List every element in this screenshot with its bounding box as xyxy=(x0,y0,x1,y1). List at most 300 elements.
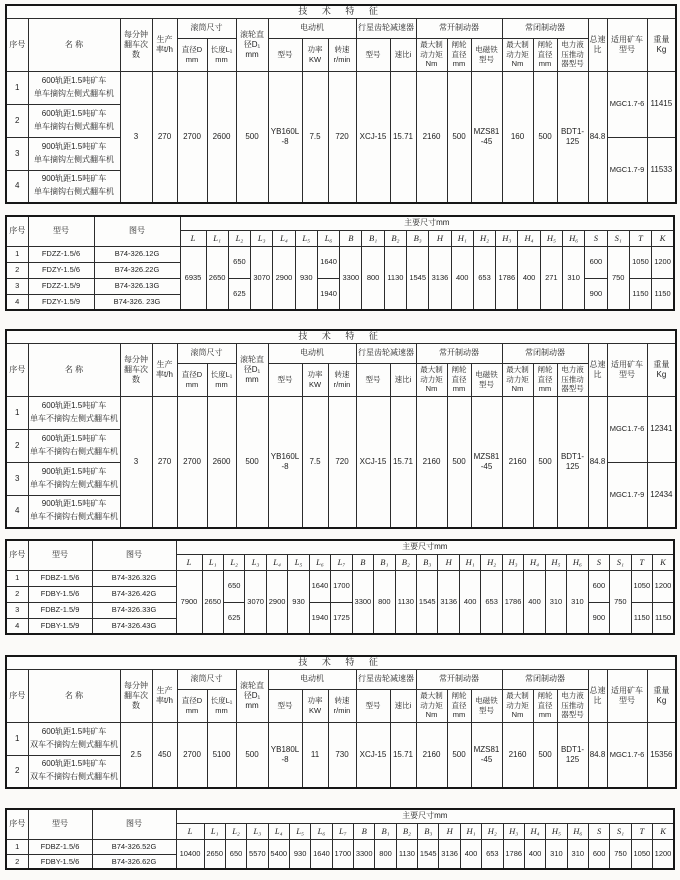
cell-L7-bottom: 1725 xyxy=(331,602,352,634)
header-closed-torque: 最大制动力矩Nm xyxy=(502,363,533,396)
cell-B2: 1130 xyxy=(395,570,416,634)
cell-closed-torque: 2160 xyxy=(502,722,533,788)
cell-no: 2 xyxy=(6,429,28,462)
header-flips: 每分钟翻车次数 xyxy=(120,18,152,71)
header-seq: 序号 xyxy=(6,216,28,246)
cell-no: 3 xyxy=(6,278,28,294)
cell-S1: 750 xyxy=(610,570,631,634)
table-row xyxy=(6,839,674,854)
header-dim-col: L₆ xyxy=(309,554,330,570)
header-motor: 电动机 xyxy=(268,343,356,363)
cell-model: FDBZ-1.5/6 xyxy=(28,570,92,586)
name-line-2: 双车不摘钩右侧式翻车机 xyxy=(30,772,118,782)
header-dim-col: L₅ xyxy=(295,230,317,246)
cell-B3: 1545 xyxy=(417,570,438,634)
name-line-1: 900轨距1.5吨矿车 xyxy=(41,141,107,151)
header-open-brake: 常开制动器 xyxy=(416,343,502,363)
cell-drum-dia: 2700 xyxy=(177,71,207,203)
cell-closed-wheel: 500 xyxy=(533,722,557,788)
cell-draw: B74-326.12G xyxy=(94,246,180,262)
header-dim-col: L xyxy=(176,823,204,839)
header-dim-col: T xyxy=(631,554,652,570)
cell-L2-bottom: 625 xyxy=(228,278,250,310)
cell-no: 1 xyxy=(6,839,28,854)
header-reducer-ratio: 速比i xyxy=(390,689,416,722)
cell-car-type: MGC1.7-6 xyxy=(607,71,647,137)
name-line-2: 单车摘钩右侧式翻车机 xyxy=(34,187,114,197)
header-name: 名 称 xyxy=(28,669,120,722)
cell-open-wheel: 500 xyxy=(447,722,471,788)
cell-drum-dia: 2700 xyxy=(177,396,207,528)
cell-K-top: 1200 xyxy=(653,570,674,602)
cell-motor-model: YB160L-8 xyxy=(268,396,302,528)
header-dim-col: B₃ xyxy=(407,230,429,246)
cell-car-type: MGC1.7-9 xyxy=(607,137,647,203)
cell-reducer-ratio: 15.71 xyxy=(390,396,416,528)
header-open-brake: 常开制动器 xyxy=(416,669,502,689)
cell-B: 3300 xyxy=(340,246,362,310)
header-name: 名 称 xyxy=(28,18,120,71)
cell-B2: 1130 xyxy=(396,839,417,869)
cell-L3: 3070 xyxy=(251,246,273,310)
name-line-1: 600轨距1.5吨矿车 xyxy=(41,400,107,410)
cell-K-bottom: 1150 xyxy=(653,602,674,634)
header-reducer-ratio: 速比i xyxy=(390,363,416,396)
header-dim-col: L₅ xyxy=(288,554,309,570)
header-dim-col: B xyxy=(354,823,375,839)
header-closed-wheel: 闸轮直径mm xyxy=(533,363,557,396)
cell-S: 600 xyxy=(588,839,609,869)
name-line-1: 600轨距1.5吨矿车 xyxy=(41,433,107,443)
cell-model: FDBZ-1.5/6 xyxy=(28,839,92,854)
header-dim-col: T xyxy=(631,823,652,839)
cell-no: 3 xyxy=(6,137,28,170)
table-row xyxy=(6,246,674,262)
cell-H: 3136 xyxy=(438,570,459,634)
cell-motor-speed: 720 xyxy=(328,71,356,203)
header-motor: 电动机 xyxy=(268,18,356,38)
header-dim-col: L₃ xyxy=(247,823,268,839)
header-total-ratio: 总速比 xyxy=(588,18,607,71)
header-reducer: 行星齿轮减速器 xyxy=(356,18,416,38)
cell-reducer-model: XCJ-15 xyxy=(356,722,390,788)
header-dim-col: H xyxy=(439,823,460,839)
cell-model: FDBY-1.5/9 xyxy=(28,618,92,634)
cell-H6: 310 xyxy=(567,839,588,869)
header-model: 型号 xyxy=(28,216,94,246)
cell-closed-wheel: 500 xyxy=(533,396,557,528)
header-motor: 电动机 xyxy=(268,669,356,689)
header-dim-col: B₁ xyxy=(374,554,395,570)
header-weight: 重量Kg xyxy=(647,669,676,722)
cell-draw: B74-326.52G xyxy=(92,839,176,854)
cell-motor-power: 7.5 xyxy=(302,396,328,528)
cell-no: 1 xyxy=(6,570,28,586)
header-dim-col: L₂ xyxy=(225,823,246,839)
header-seq: 序号 xyxy=(6,669,28,722)
cell-H1: 400 xyxy=(451,246,473,310)
header-dim-col: H₂ xyxy=(481,554,502,570)
cell-model: FDZY-1.5/6 xyxy=(28,262,94,278)
cell-draw: B74-326. 23G xyxy=(94,294,180,310)
header-dim-col: B₁ xyxy=(375,823,396,839)
cell-L: 10400 xyxy=(176,839,204,869)
header-car-type: 适用矿车型号 xyxy=(607,18,647,71)
cell-L6-bottom: 1940 xyxy=(317,278,339,310)
cell-reducer-model: XCJ-15 xyxy=(356,396,390,528)
header-open-wheel: 闸轮直径mm xyxy=(447,689,471,722)
table-title: 技 术 特 征 xyxy=(6,330,676,343)
header-reducer: 行星齿轮减速器 xyxy=(356,669,416,689)
cell-S-top: 600 xyxy=(588,570,609,602)
cell-B3: 1545 xyxy=(407,246,429,310)
cell-no: 4 xyxy=(6,294,28,310)
header-magnet: 电磁铁型号 xyxy=(471,689,502,722)
cell-L2-top: 650 xyxy=(228,246,250,278)
cell-no: 2 xyxy=(6,586,28,602)
name-line-2: 单车摘钩左侧式翻车机 xyxy=(34,88,114,98)
header-dim-col: H₄ xyxy=(524,823,545,839)
cell-magnet: MZS81-45 xyxy=(471,722,502,788)
name-line-1: 600轨距1.5吨矿车 xyxy=(41,759,107,769)
spec-table-2 xyxy=(5,329,677,529)
header-dim-col: S xyxy=(588,823,609,839)
header-magnet: 电磁铁型号 xyxy=(471,363,502,396)
header-motor-power: 功率KW xyxy=(302,363,328,396)
header-motor-speed: 转速r/min xyxy=(328,689,356,722)
title-row xyxy=(6,5,676,18)
cell-model: FDBY-1.5/6 xyxy=(28,854,92,869)
cell-L2-top: 650 xyxy=(223,570,244,602)
cell-L5: 930 xyxy=(295,246,317,310)
cell-L7-top: 1700 xyxy=(331,570,352,602)
header-open-torque: 最大制动力矩Nm xyxy=(416,38,447,71)
cell-flips: 2.5 xyxy=(120,722,152,788)
header-drum: 滚筒尺寸 xyxy=(177,669,236,689)
header-dim-col: H₅ xyxy=(545,554,566,570)
cell-no: 4 xyxy=(6,495,28,528)
cell-L1: 2650 xyxy=(204,839,225,869)
table-title: 技 术 特 征 xyxy=(6,5,676,18)
header-drum-dia: 直径D mm xyxy=(177,689,207,722)
header-draw: 图号 xyxy=(94,216,180,246)
cell-H3: 1786 xyxy=(503,839,524,869)
header-open-torque: 最大制动力矩Nm xyxy=(416,689,447,722)
cell-motor-model: YB180L-8 xyxy=(268,722,302,788)
cell-rate: 270 xyxy=(152,71,177,203)
header-dim-col: S xyxy=(588,554,609,570)
header-dim-col: S xyxy=(585,230,607,246)
cell-open-torque: 2160 xyxy=(416,722,447,788)
cell-no: 2 xyxy=(6,755,28,788)
cell-closed-wheel: 500 xyxy=(533,71,557,203)
cell-L3: 5570 xyxy=(247,839,268,869)
cell-no: 1 xyxy=(6,396,28,429)
cell-reducer-ratio: 15.71 xyxy=(390,722,416,788)
name-line-2: 单车不摘钩右侧式翻车机 xyxy=(30,446,118,456)
header-dim-col: L₆ xyxy=(317,230,339,246)
header-row xyxy=(6,216,674,230)
cell-no: 3 xyxy=(6,602,28,618)
cell-draw: B74-326.32G xyxy=(92,570,176,586)
cell-weight: 12341 xyxy=(647,396,676,462)
cell-pusher: BDT1-125 xyxy=(557,71,588,203)
cell-model: FDBZ-1.5/9 xyxy=(28,602,92,618)
header-dim-col: B xyxy=(352,554,373,570)
cell-H1: 400 xyxy=(459,570,480,634)
cell-L4: 2900 xyxy=(266,570,287,634)
cell-L: 6935 xyxy=(180,246,206,310)
header-drum-len: 长度L₁ mm xyxy=(207,38,236,71)
cell-B2: 1130 xyxy=(384,246,406,310)
header-dim-col: B₃ xyxy=(417,554,438,570)
header-reducer-model: 型号 xyxy=(356,689,390,722)
cell-closed-torque: 160 xyxy=(502,71,533,203)
cell-L5: 930 xyxy=(288,570,309,634)
cell-pusher: BDT1-125 xyxy=(557,396,588,528)
cell-L2: 650 xyxy=(225,839,246,869)
cell-name xyxy=(28,462,120,495)
header-drum-len: 长度L₁ mm xyxy=(207,363,236,396)
cell-open-torque: 2160 xyxy=(416,396,447,528)
header-roller-dia: 滚轮直径D₁ mm xyxy=(236,18,268,71)
header-dim-col: L₁ xyxy=(204,823,225,839)
header-dim-col: L₂ xyxy=(223,554,244,570)
cell-name xyxy=(28,495,120,528)
cell-weight: 15356 xyxy=(647,722,676,788)
cell-magnet: MZS81-45 xyxy=(471,396,502,528)
header-drum-dia: 直径D mm xyxy=(177,363,207,396)
cell-roller-dia: 500 xyxy=(236,722,268,788)
cell-K-top: 1200 xyxy=(652,246,674,278)
header-weight: 重量Kg xyxy=(647,18,676,71)
header-dim-col: H₆ xyxy=(563,230,585,246)
header-motor-model: 型号 xyxy=(268,38,302,71)
cell-draw: B74-326.22G xyxy=(94,262,180,278)
header-pusher: 电力液压推动器型号 xyxy=(557,689,588,722)
cell-drum-dia: 2700 xyxy=(177,722,207,788)
cell-H5: 271 xyxy=(540,246,562,310)
cell-motor-speed: 720 xyxy=(328,396,356,528)
header-car-type: 适用矿车型号 xyxy=(607,343,647,396)
cell-L4: 2900 xyxy=(273,246,295,310)
cell-car-type: MGC1.7-6 xyxy=(607,396,647,462)
cell-no: 3 xyxy=(6,462,28,495)
name-line-1: 600轨距1.5吨矿车 xyxy=(41,726,107,736)
header-dim-col: L₃ xyxy=(251,230,273,246)
header-dim-col: B₂ xyxy=(396,823,417,839)
cell-no: 2 xyxy=(6,104,28,137)
cell-T: 1050 xyxy=(631,839,652,869)
header-reducer-model: 型号 xyxy=(356,363,390,396)
cell-no: 1 xyxy=(6,246,28,262)
header-dim-col: L₃ xyxy=(245,554,266,570)
cell-no: 1 xyxy=(6,71,28,104)
cell-H2: 653 xyxy=(481,570,502,634)
spec-table-3 xyxy=(5,655,677,789)
cell-motor-power: 11 xyxy=(302,722,328,788)
header-open-wheel: 闸轮直径mm xyxy=(447,363,471,396)
cell-B1: 800 xyxy=(362,246,384,310)
cell-model: FDZY-1.5/9 xyxy=(28,294,94,310)
cell-draw: B74-326.62G xyxy=(92,854,176,869)
cell-open-wheel: 500 xyxy=(447,71,471,203)
header-draw: 图号 xyxy=(92,540,176,570)
header-dim-col: K xyxy=(653,823,674,839)
cell-B3: 1545 xyxy=(418,839,439,869)
cell-H: 3136 xyxy=(429,246,451,310)
cell-name xyxy=(28,722,120,755)
cell-S1: 750 xyxy=(610,839,631,869)
cell-H2: 653 xyxy=(473,246,495,310)
cell-flips: 3 xyxy=(120,71,152,203)
cell-car-type: MGC1.7-6 xyxy=(607,722,647,788)
header-dim-col: H xyxy=(429,230,451,246)
cell-L1: 2650 xyxy=(206,246,228,310)
cell-weight: 11415 xyxy=(647,71,676,137)
header-dim-col: L₂ xyxy=(228,230,250,246)
cell-B: 3300 xyxy=(354,839,375,869)
cell-name xyxy=(28,429,120,462)
header-open-torque: 最大制动力矩Nm xyxy=(416,363,447,396)
header-closed-brake: 常闭制动器 xyxy=(502,343,588,363)
header-dim-col: B xyxy=(340,230,362,246)
header-dim-col: L₄ xyxy=(273,230,295,246)
cell-T-bottom: 1150 xyxy=(629,278,651,310)
header-motor-speed: 转速r/min xyxy=(328,38,356,71)
cell-drum-len: 5100 xyxy=(207,722,236,788)
cell-draw: B74-326.13G xyxy=(94,278,180,294)
header-dim-col: L₅ xyxy=(289,823,310,839)
cell-car-type: MGC1.7-9 xyxy=(607,462,647,528)
header-pusher: 电力液压推动器型号 xyxy=(557,38,588,71)
dim-title: 主要尺寸mm xyxy=(176,809,674,823)
header-closed-wheel: 闸轮直径mm xyxy=(533,689,557,722)
header-dim-col: L₄ xyxy=(268,823,289,839)
cell-L6: 1640 xyxy=(311,839,332,869)
cell-no: 4 xyxy=(6,170,28,203)
dim-table-1 xyxy=(5,215,675,311)
cell-T-bottom: 1150 xyxy=(631,602,652,634)
header-dim-col: H₃ xyxy=(503,823,524,839)
cell-L6-bottom: 1940 xyxy=(309,602,330,634)
cell-rate: 270 xyxy=(152,396,177,528)
cell-model: FDZZ-1.5/9 xyxy=(28,278,94,294)
header-row xyxy=(6,18,676,38)
cell-H6: 310 xyxy=(563,246,585,310)
dim-title: 主要尺寸mm xyxy=(180,216,674,230)
cell-roller-dia: 500 xyxy=(236,396,268,528)
cell-name xyxy=(28,137,120,170)
header-name: 名 称 xyxy=(28,343,120,396)
header-seq: 序号 xyxy=(6,540,28,570)
header-closed-brake: 常闭制动器 xyxy=(502,669,588,689)
header-dim-col: H₄ xyxy=(518,230,540,246)
cell-weight: 11533 xyxy=(647,137,676,203)
cell-H: 3136 xyxy=(439,839,460,869)
header-row xyxy=(6,343,676,363)
name-line-1: 900轨距1.5吨矿车 xyxy=(41,174,107,184)
header-dim-col: S₁ xyxy=(610,554,631,570)
cell-L6-top: 1640 xyxy=(309,570,330,602)
header-rate: 生产率t/h xyxy=(152,18,177,71)
name-line-2: 单车不摘钩左侧式翻车机 xyxy=(30,479,118,489)
cell-name xyxy=(28,71,120,104)
header-dim-col: K xyxy=(653,554,674,570)
cell-total-ratio: 84.8 xyxy=(588,396,607,528)
cell-L7: 1700 xyxy=(332,839,353,869)
cell-roller-dia: 500 xyxy=(236,71,268,203)
header-dim-col: H₆ xyxy=(567,554,588,570)
table-row xyxy=(6,722,676,755)
header-dim-col: H₅ xyxy=(540,230,562,246)
name-line-2: 单车不摘钩左侧式翻车机 xyxy=(30,413,118,423)
title-row xyxy=(6,656,676,669)
header-dim-col: L xyxy=(180,230,206,246)
cell-weight: 12434 xyxy=(647,462,676,528)
cell-T-top: 1050 xyxy=(631,570,652,602)
header-dim-col: B₂ xyxy=(384,230,406,246)
header-dim-col: H₂ xyxy=(482,823,503,839)
header-rate: 生产率t/h xyxy=(152,343,177,396)
header-total-ratio: 总速比 xyxy=(588,343,607,396)
header-dim-col: K xyxy=(652,230,674,246)
table-row xyxy=(6,570,674,586)
cell-H4: 400 xyxy=(524,839,545,869)
header-drum: 滚筒尺寸 xyxy=(177,343,236,363)
cell-S-bottom: 900 xyxy=(588,602,609,634)
name-line-1: 900轨距1.5吨矿车 xyxy=(41,466,107,476)
cell-reducer-model: XCJ-15 xyxy=(356,71,390,203)
header-dim-col: H₆ xyxy=(567,823,588,839)
cell-L3: 3070 xyxy=(245,570,266,634)
header-dim-col: H₁ xyxy=(460,823,481,839)
cell-L4: 5400 xyxy=(268,839,289,869)
header-closed-brake: 常闭制动器 xyxy=(502,18,588,38)
cell-H3: 1786 xyxy=(496,246,518,310)
cell-H5: 310 xyxy=(545,570,566,634)
cell-L6-top: 1640 xyxy=(317,246,339,278)
header-dim-col: B₃ xyxy=(418,823,439,839)
table-row xyxy=(6,396,676,429)
cell-no: 1 xyxy=(6,722,28,755)
header-dim-col: S₁ xyxy=(607,230,629,246)
header-model: 型号 xyxy=(28,809,92,839)
header-dim-col: L₆ xyxy=(311,823,332,839)
name-line-2: 单车摘钩右侧式翻车机 xyxy=(34,121,114,131)
cell-draw: B74-326.33G xyxy=(92,602,176,618)
header-reducer: 行星齿轮减速器 xyxy=(356,343,416,363)
cell-L2-bottom: 625 xyxy=(223,602,244,634)
header-dim-col: H₃ xyxy=(502,554,523,570)
cell-name xyxy=(28,170,120,203)
cell-L1: 2650 xyxy=(202,570,223,634)
header-dim-col: B₂ xyxy=(395,554,416,570)
cell-T-top: 1050 xyxy=(629,246,651,278)
header-draw: 图号 xyxy=(92,809,176,839)
cell-L5: 930 xyxy=(289,839,310,869)
name-line-1: 600轨距1.5吨矿车 xyxy=(41,108,107,118)
header-dim-col: S₁ xyxy=(610,823,631,839)
cell-drum-len: 2600 xyxy=(207,71,236,203)
header-motor-speed: 转速r/min xyxy=(328,363,356,396)
cell-B1: 800 xyxy=(375,839,396,869)
cell-model: FDBY-1.5/6 xyxy=(28,586,92,602)
cell-S-bottom: 900 xyxy=(585,278,607,310)
cell-flips: 3 xyxy=(120,396,152,528)
header-flips: 每分钟翻车次数 xyxy=(120,669,152,722)
header-dim-col: L₁ xyxy=(206,230,228,246)
